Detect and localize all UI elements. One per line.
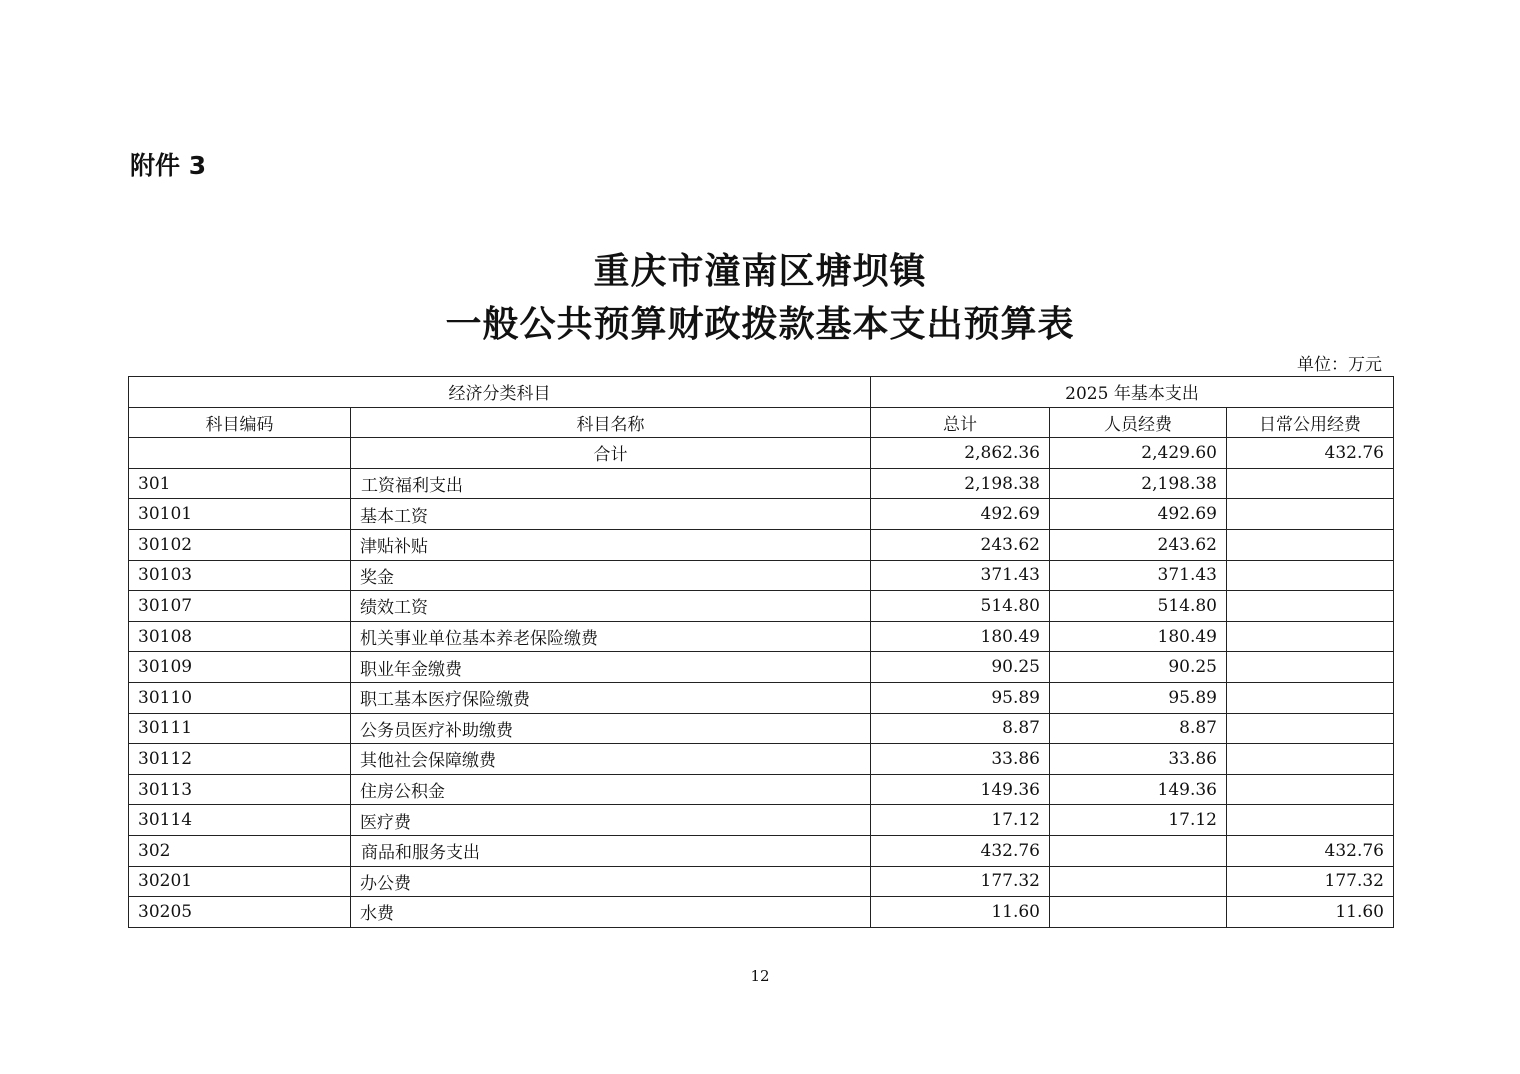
row-public [1227,468,1394,499]
row-public [1227,529,1394,560]
row-code: 30102 [129,529,351,560]
table-row [129,744,1394,775]
header-personnel: 人员经费 [1050,407,1227,438]
row-total: 492.69 [871,499,1050,530]
row-public [1227,713,1394,744]
row-total: 8.87 [871,713,1050,744]
row-public: 432.76 [1227,835,1394,866]
table-row [129,774,1394,805]
row-personnel: 371.43 [1050,560,1227,591]
budget-table [128,376,1394,928]
header-public: 日常公用经费 [1227,407,1394,438]
row-total: 33.86 [871,744,1050,775]
row-public [1227,805,1394,836]
header-name: 科目名称 [351,407,871,438]
row-code: 30107 [129,591,351,622]
row-code: 30108 [129,621,351,652]
table-row [129,468,1394,499]
header-group-row [129,377,1394,408]
row-name: 公务员医疗补助缴费 [351,713,871,744]
row-name: 商品和服务支出 [351,835,871,866]
row-code: 30112 [129,744,351,775]
row-public [1227,682,1394,713]
table-row [129,652,1394,683]
row-total: 95.89 [871,682,1050,713]
row-public [1227,621,1394,652]
row-name: 津贴补贴 [351,529,871,560]
row-total: 371.43 [871,560,1050,591]
row-personnel: 243.62 [1050,529,1227,560]
unit-label: 单位：万元 [1297,355,1382,375]
table-row [129,835,1394,866]
table-row [129,713,1394,744]
table-row [129,499,1394,530]
row-total: 432.76 [871,835,1050,866]
row-personnel: 149.36 [1050,774,1227,805]
document-title-line-2: 一般公共预算财政拨款基本支出预算表 [445,303,1075,345]
row-total: 11.60 [871,897,1050,928]
page-number: 12 [750,967,770,985]
row-personnel [1050,897,1227,928]
row-name: 绩效工资 [351,591,871,622]
total-personnel: 2,429.60 [1050,438,1227,469]
row-personnel: 180.49 [1050,621,1227,652]
row-total: 149.36 [871,774,1050,805]
row-code: 30109 [129,652,351,683]
total-row [129,438,1394,469]
row-total: 2,198.38 [871,468,1050,499]
row-code: 30201 [129,866,351,897]
row-personnel: 33.86 [1050,744,1227,775]
row-code: 30111 [129,713,351,744]
header-column-row [129,407,1394,438]
header-code: 科目编码 [129,407,351,438]
row-name: 工资福利支出 [351,468,871,499]
total-label: 合计 [351,438,871,469]
row-name: 职业年金缴费 [351,652,871,683]
row-public: 177.32 [1227,866,1394,897]
row-public [1227,591,1394,622]
row-total: 90.25 [871,652,1050,683]
row-name: 其他社会保障缴费 [351,744,871,775]
row-public [1227,774,1394,805]
row-personnel: 514.80 [1050,591,1227,622]
row-total: 17.12 [871,805,1050,836]
row-personnel: 492.69 [1050,499,1227,530]
row-name: 奖金 [351,560,871,591]
row-code: 302 [129,835,351,866]
row-personnel: 17.12 [1050,805,1227,836]
row-total: 514.80 [871,591,1050,622]
table-row [129,591,1394,622]
row-code: 30114 [129,805,351,836]
table-row [129,621,1394,652]
table-row [129,529,1394,560]
row-name: 职工基本医疗保险缴费 [351,682,871,713]
row-public [1227,560,1394,591]
row-code: 30110 [129,682,351,713]
row-personnel: 2,198.38 [1050,468,1227,499]
row-personnel [1050,835,1227,866]
row-public: 11.60 [1227,897,1394,928]
table-row [129,897,1394,928]
row-code: 30205 [129,897,351,928]
row-code: 30113 [129,774,351,805]
row-public [1227,499,1394,530]
row-name: 办公费 [351,866,871,897]
row-name: 基本工资 [351,499,871,530]
header-basic-expenditure: 2025 年基本支出 [871,377,1394,408]
row-total: 180.49 [871,621,1050,652]
row-code: 301 [129,468,351,499]
attachment-label: 附件 3 [130,151,207,180]
header-total: 总计 [871,407,1050,438]
row-total: 243.62 [871,529,1050,560]
row-name: 住房公积金 [351,774,871,805]
row-name: 机关事业单位基本养老保险缴费 [351,621,871,652]
row-personnel: 95.89 [1050,682,1227,713]
row-code: 30103 [129,560,351,591]
table-row [129,560,1394,591]
row-personnel [1050,866,1227,897]
row-code: 30101 [129,499,351,530]
row-name: 医疗费 [351,805,871,836]
table-row [129,682,1394,713]
row-name: 水费 [351,897,871,928]
total-public: 432.76 [1227,438,1394,469]
row-personnel: 90.25 [1050,652,1227,683]
total-total: 2,862.36 [871,438,1050,469]
row-total: 177.32 [871,866,1050,897]
table-row [129,866,1394,897]
row-public [1227,652,1394,683]
table-row [129,805,1394,836]
row-public [1227,744,1394,775]
header-economic-classification: 经济分类科目 [129,377,871,408]
total-code-cell [129,438,351,469]
document-title-line-1: 重庆市潼南区塘坝镇 [593,250,927,292]
row-personnel: 8.87 [1050,713,1227,744]
